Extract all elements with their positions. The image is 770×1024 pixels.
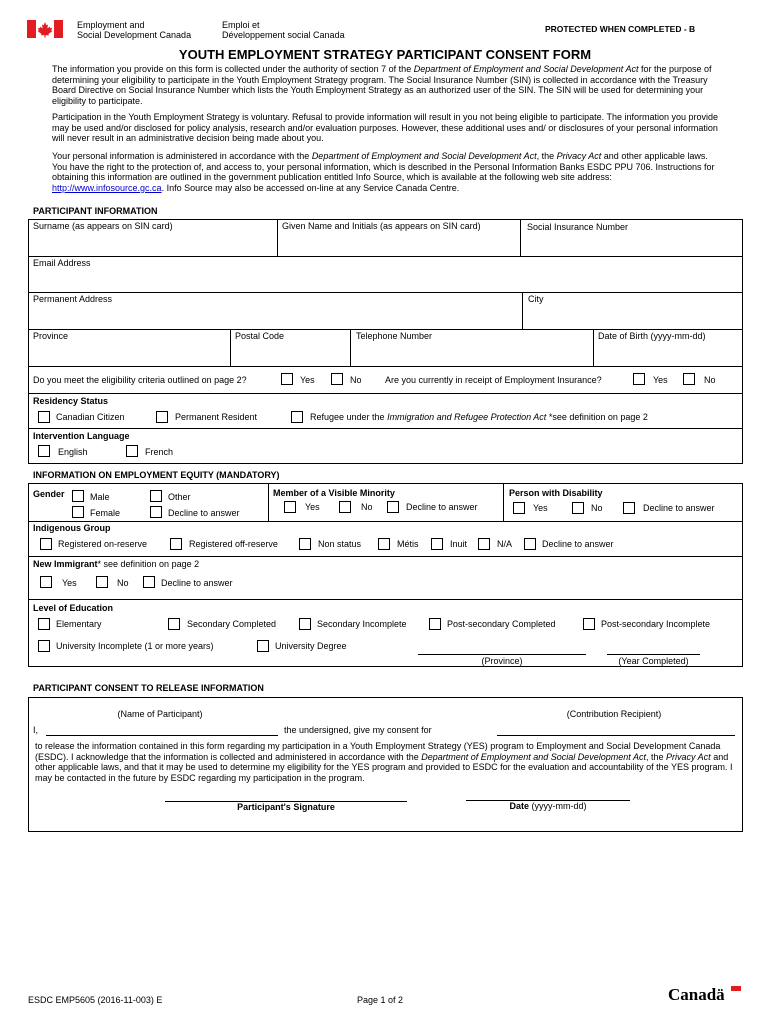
immigrant-yes-label: Yes <box>62 578 77 588</box>
undersigned-label: the undersigned, give my consent for <box>284 725 432 735</box>
ei-no-checkbox[interactable] <box>683 373 695 385</box>
intro-paragraph-3: Your personal information is administered in accordance with the Department of Employment and Social Development Act, the Privacy Act and other applicable laws. You have the right to the protection of, and access to, your personal information, which is described in the Personal Information Banks ESDC PPU 706. Instructions for obtaining this information are outlined in the government publication entitled Info Source, which is available at the following web site address: http://www.infosource.gc.ca. Info Source may also be accessed on-line at any Service Canada Centre. <box>52 151 715 193</box>
immigrant-decline-checkbox[interactable] <box>143 576 155 588</box>
signature-field[interactable] <box>165 788 407 801</box>
visible-no-label: No <box>361 502 373 512</box>
disability-decline-checkbox[interactable] <box>623 502 635 514</box>
dept-name-fr-2: Développement social Canada <box>222 30 345 40</box>
non-status-label: Non status <box>318 539 362 549</box>
on-reserve-label: Registered on-reserve <box>58 539 148 549</box>
contribution-recipient-label: (Contribution Recipient) <box>566 709 662 719</box>
province-label: Province <box>33 331 69 341</box>
intro-paragraph-2: Participation in the Youth Employment Strategy is voluntary. Refusal to provide information will result in you not being eligible to participate. The information you provide may be used and/or disclosed for policy analysis, research and/or evaluation purposes. However, these additional uses and/ or disclosures of your personal information will never result in an administrative decision being made about you. <box>52 112 719 144</box>
visible-yes-label: Yes <box>305 502 320 512</box>
intervention-heading: Intervention Language <box>33 431 130 441</box>
other-checkbox[interactable] <box>150 490 162 502</box>
given-name-field[interactable] <box>279 233 518 254</box>
elementary-checkbox[interactable] <box>38 618 50 630</box>
na-label: N/A <box>497 539 513 549</box>
disability-no-label: No <box>591 503 603 513</box>
email-field[interactable] <box>30 270 741 291</box>
dob-label: Date of Birth (yyyy-mm-dd) <box>598 331 706 341</box>
refugee-label: Refugee under the Immigration and Refugee Protection Act *see definition on page 2 <box>310 412 648 422</box>
post-secondary-incomplete-checkbox[interactable] <box>583 618 595 630</box>
equity-heading: INFORMATION ON EMPLOYMENT EQUITY (MANDATORY) <box>33 470 280 480</box>
consent-heading: PARTICIPANT CONSENT TO RELEASE INFORMATION <box>33 683 264 693</box>
infosource-link[interactable]: http://www.infosource.gc.ca <box>52 182 162 193</box>
eligibility-no-checkbox[interactable] <box>331 373 343 385</box>
participant-name-field[interactable] <box>46 722 278 735</box>
disability-yes-label: Yes <box>533 503 548 513</box>
surname-label: Surname (as appears on SIN card) <box>33 221 173 231</box>
canada-flag-icon <box>27 20 63 38</box>
non-status-checkbox[interactable] <box>299 538 311 550</box>
education-province-field[interactable] <box>418 641 586 654</box>
postal-code-field[interactable] <box>232 343 348 364</box>
male-label: Male <box>90 492 110 502</box>
surname-field[interactable] <box>30 233 275 254</box>
eligibility-yes-checkbox[interactable] <box>281 373 293 385</box>
equity-section <box>28 483 743 667</box>
eligibility-no-label: No <box>350 375 362 385</box>
city-label: City <box>528 294 544 304</box>
year-completed-field[interactable] <box>607 641 700 654</box>
off-reserve-checkbox[interactable] <box>170 538 182 550</box>
visible-minority-heading: Member of a Visible Minority <box>273 488 395 498</box>
refugee-checkbox[interactable] <box>291 411 303 423</box>
wordmark-flag-icon <box>731 986 741 991</box>
canada-wordmark: Canadä <box>668 985 725 1004</box>
protected-label: PROTECTED WHEN COMPLETED - B <box>545 24 696 34</box>
on-reserve-checkbox[interactable] <box>40 538 52 550</box>
post-secondary-incomplete-label: Post-secondary Incomplete <box>601 619 711 629</box>
immigrant-yes-checkbox[interactable] <box>40 576 52 588</box>
visible-no-checkbox[interactable] <box>339 501 351 513</box>
disability-yes-checkbox[interactable] <box>513 502 525 514</box>
residency-heading: Residency Status <box>33 396 109 406</box>
secondary-completed-checkbox[interactable] <box>168 618 180 630</box>
disability-heading: Person with Disability <box>509 488 603 498</box>
form-id: ESDC EMP5605 (2016-11-003) E <box>28 995 163 1005</box>
form-title: YOUTH EMPLOYMENT STRATEGY PARTICIPANT CONSENT FORM <box>178 47 592 62</box>
citizen-checkbox[interactable] <box>38 411 50 423</box>
metis-checkbox[interactable] <box>378 538 390 550</box>
metis-label: Métis <box>397 539 419 549</box>
postal-code-label: Postal Code <box>235 331 285 341</box>
dept-name-en-1: Employment and <box>77 20 145 30</box>
inuit-label: Inuit <box>450 539 468 549</box>
immigrant-no-label: No <box>117 578 129 588</box>
address-label: Permanent Address <box>33 294 113 304</box>
participant-name-label: (Name of Participant) <box>117 709 203 719</box>
immigrant-no-checkbox[interactable] <box>96 576 108 588</box>
french-checkbox[interactable] <box>126 445 138 457</box>
consent-i-label: I, <box>33 725 39 735</box>
permanent-resident-label: Permanent Resident <box>175 412 258 422</box>
date-field[interactable] <box>466 787 630 800</box>
education-heading: Level of Education <box>33 603 114 613</box>
page-number: Page 1 of 2 <box>357 995 404 1005</box>
email-label: Email Address <box>33 258 91 268</box>
immigrant-decline-label: Decline to answer <box>161 578 233 588</box>
female-label: Female <box>90 508 121 518</box>
french-label: French <box>145 447 174 457</box>
new-immigrant-heading: New Immigrant* see definition on page 2 <box>33 559 200 569</box>
contribution-recipient-field[interactable] <box>497 722 735 735</box>
province-field[interactable] <box>30 343 228 364</box>
indigenous-decline-label: Decline to answer <box>542 539 614 549</box>
visible-decline-label: Decline to answer <box>406 502 478 512</box>
education-province-label: (Province) <box>481 656 523 666</box>
university-incomplete-checkbox[interactable] <box>38 640 50 652</box>
visible-decline-checkbox[interactable] <box>387 501 399 513</box>
address-field[interactable] <box>30 306 520 327</box>
visible-yes-checkbox[interactable] <box>284 501 296 513</box>
year-completed-label: (Year Completed) <box>618 656 689 666</box>
university-degree-checkbox[interactable] <box>257 640 269 652</box>
dept-name-fr-1: Emploi et <box>222 20 260 30</box>
given-name-label: Given Name and Initials (as appears on SIN card) <box>282 221 481 231</box>
male-checkbox[interactable] <box>72 490 84 502</box>
gender-decline-checkbox[interactable] <box>150 506 162 518</box>
gender-heading: Gender <box>33 489 65 499</box>
eligibility-yes-label: Yes <box>300 375 315 385</box>
ei-yes-checkbox[interactable] <box>633 373 645 385</box>
post-secondary-completed-checkbox[interactable] <box>429 618 441 630</box>
disability-decline-label: Decline to answer <box>643 503 715 513</box>
eligibility-question: Do you meet the eligibility criteria outlined on page 2? <box>33 375 247 385</box>
disability-no-checkbox[interactable] <box>572 502 584 514</box>
ei-question: Are you currently in receipt of Employment Insurance? <box>385 375 602 385</box>
university-incomplete-label: University Incomplete (1 or more years) <box>56 641 214 651</box>
dob-field[interactable] <box>595 343 741 364</box>
gender-decline-label: Decline to answer <box>168 508 240 518</box>
date-label: Date (yyyy-mm-dd) <box>509 801 587 811</box>
sin-label: Social Insurance Number <box>527 222 629 232</box>
citizen-label: Canadian Citizen <box>56 412 125 422</box>
permanent-resident-checkbox[interactable] <box>156 411 168 423</box>
ei-no-label: No <box>704 375 716 385</box>
english-label: English <box>58 447 88 457</box>
secondary-completed-label: Secondary Completed <box>187 619 277 629</box>
na-checkbox[interactable] <box>478 538 490 550</box>
sin-field[interactable] <box>522 234 741 254</box>
indigenous-decline-checkbox[interactable] <box>524 538 536 550</box>
telephone-field[interactable] <box>352 343 591 364</box>
secondary-incomplete-label: Secondary Incomplete <box>317 619 407 629</box>
participant-info-heading: PARTICIPANT INFORMATION <box>33 206 158 216</box>
inuit-checkbox[interactable] <box>431 538 443 550</box>
other-label: Other <box>168 492 191 502</box>
consent-body: to release the information contained in this form regarding my participation in a Youth Employment Strategy (YES) program to Employment and Social Development Canada (ESDC). I acknowledge that the information is collected and administered in accordance with the Department of Employment and Social Development Act, the Privacy Act and other applicable laws, and that it may be used to determine my eligibility for the YES program and provided to ESDC for the evaluation and accountability of the YES program. I may be contacted in the future by ESDC regarding my participation in the program. <box>35 741 733 783</box>
secondary-incomplete-checkbox[interactable] <box>299 618 311 630</box>
indigenous-heading: Indigenous Group <box>33 523 111 533</box>
signature-label: Participant's Signature <box>237 802 335 812</box>
ei-yes-label: Yes <box>653 375 668 385</box>
post-secondary-completed-label: Post-secondary Completed <box>447 619 556 629</box>
elementary-label: Elementary <box>56 619 102 629</box>
telephone-label: Telephone Number <box>356 331 433 341</box>
english-checkbox[interactable] <box>38 445 50 457</box>
intro-paragraph-1: The information you provide on this form is collected under the authority of section 7 of the Department of Employment and Social Development Act for the purpose of determining your eligibility to participate in the Youth Employment Strategy program. The Social Insurance Number (SIN) is collected in accordance with the Treasury Board Directive on Social Insurance Number which lists the Youth Employment Strategy as an authorized user of the SIN. The SIN will be used for determining your eligibility to participate. <box>52 64 712 106</box>
off-reserve-label: Registered off-reserve <box>189 539 278 549</box>
university-degree-label: University Degree <box>275 641 347 651</box>
dept-name-en-2: Social Development Canada <box>77 30 192 40</box>
female-checkbox[interactable] <box>72 506 84 518</box>
city-field[interactable] <box>524 306 741 327</box>
